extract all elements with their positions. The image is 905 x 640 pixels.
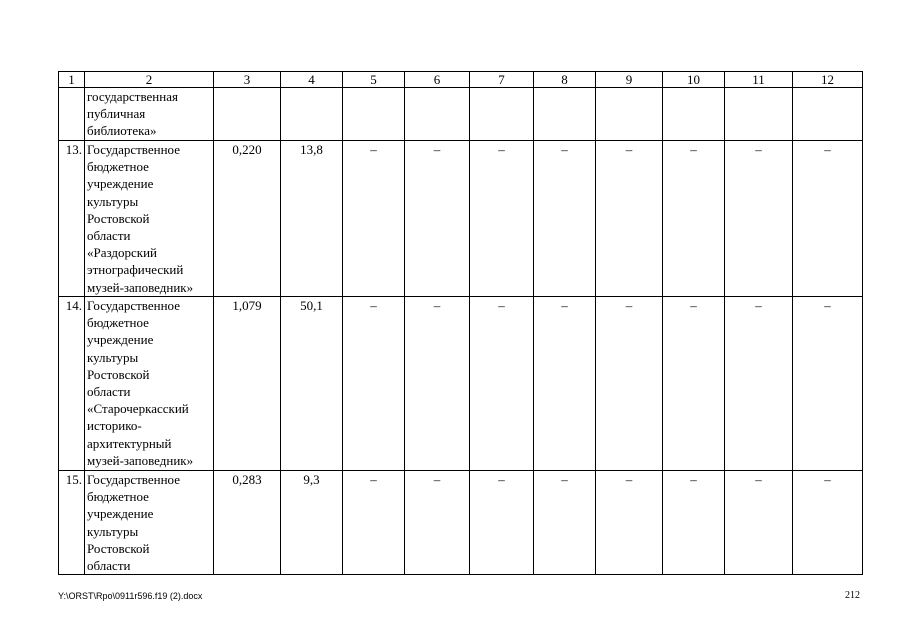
- value-col-12: –: [793, 471, 863, 575]
- header-row: [59, 72, 863, 88]
- value-col-10: –: [663, 141, 725, 297]
- value-col-3: 0,220: [214, 141, 281, 297]
- value-col-11: –: [725, 141, 793, 297]
- column-header: 1: [59, 72, 85, 88]
- institution-name: Государственное бюджетное учреждение культуры Ростовской области «Раздорский этнографический музей-заповедник»: [85, 141, 214, 297]
- column-header: 7: [470, 72, 534, 88]
- value-col-9: –: [596, 141, 663, 297]
- value-col-7: –: [470, 297, 534, 471]
- institution-name: государственная публичная библиотека»: [85, 88, 214, 141]
- value-col-11: [725, 88, 793, 141]
- table-row: [59, 297, 863, 471]
- value-col-10: –: [663, 471, 725, 575]
- institution-name: Государственное бюджетное учреждение культуры Ростовской области: [85, 471, 214, 575]
- value-col-10: [663, 88, 725, 141]
- value-col-9: –: [596, 297, 663, 471]
- row-number: 13.: [59, 141, 85, 297]
- value-col-7: [470, 88, 534, 141]
- value-col-12: –: [793, 297, 863, 471]
- value-col-5: [343, 88, 405, 141]
- column-header: 9: [596, 72, 663, 88]
- value-col-8: –: [534, 141, 596, 297]
- column-header: 8: [534, 72, 596, 88]
- value-col-5: –: [343, 297, 405, 471]
- column-header: 2: [85, 72, 214, 88]
- value-col-4: 50,1: [281, 297, 343, 471]
- value-col-6: [405, 88, 470, 141]
- column-header: 11: [725, 72, 793, 88]
- value-col-8: –: [534, 471, 596, 575]
- value-col-3: 0,283: [214, 471, 281, 575]
- value-col-12: –: [793, 141, 863, 297]
- row-number: [59, 88, 85, 141]
- value-col-11: –: [725, 297, 793, 471]
- value-col-3: [214, 88, 281, 141]
- column-header: 10: [663, 72, 725, 88]
- value-col-12: [793, 88, 863, 141]
- value-col-7: –: [470, 141, 534, 297]
- column-header: 6: [405, 72, 470, 88]
- column-header: 5: [343, 72, 405, 88]
- value-col-4: [281, 88, 343, 141]
- data-table: [58, 71, 863, 575]
- value-col-4: 13,8: [281, 141, 343, 297]
- table-row: [59, 88, 863, 141]
- column-header: 12: [793, 72, 863, 88]
- value-col-11: –: [725, 471, 793, 575]
- footer-file-path: Y:\ORST\Rpo\0911r596.f19 (2).docx: [58, 591, 203, 601]
- value-col-5: –: [343, 141, 405, 297]
- row-number: 15.: [59, 471, 85, 575]
- column-header: 3: [214, 72, 281, 88]
- institution-name: Государственное бюджетное учреждение культуры Ростовской области «Старочеркасский историко- архитектурный музей-заповедник»: [85, 297, 214, 471]
- value-col-4: 9,3: [281, 471, 343, 575]
- table-row: [59, 471, 863, 575]
- column-header: 4: [281, 72, 343, 88]
- value-col-9: –: [596, 471, 663, 575]
- value-col-10: –: [663, 297, 725, 471]
- value-col-7: –: [470, 471, 534, 575]
- row-number: 14.: [59, 297, 85, 471]
- value-col-3: 1,079: [214, 297, 281, 471]
- value-col-9: [596, 88, 663, 141]
- value-col-5: –: [343, 471, 405, 575]
- value-col-6: –: [405, 471, 470, 575]
- page-number: 212: [845, 590, 860, 601]
- value-col-6: –: [405, 141, 470, 297]
- table-row: [59, 141, 863, 297]
- value-col-8: –: [534, 297, 596, 471]
- value-col-8: [534, 88, 596, 141]
- value-col-6: –: [405, 297, 470, 471]
